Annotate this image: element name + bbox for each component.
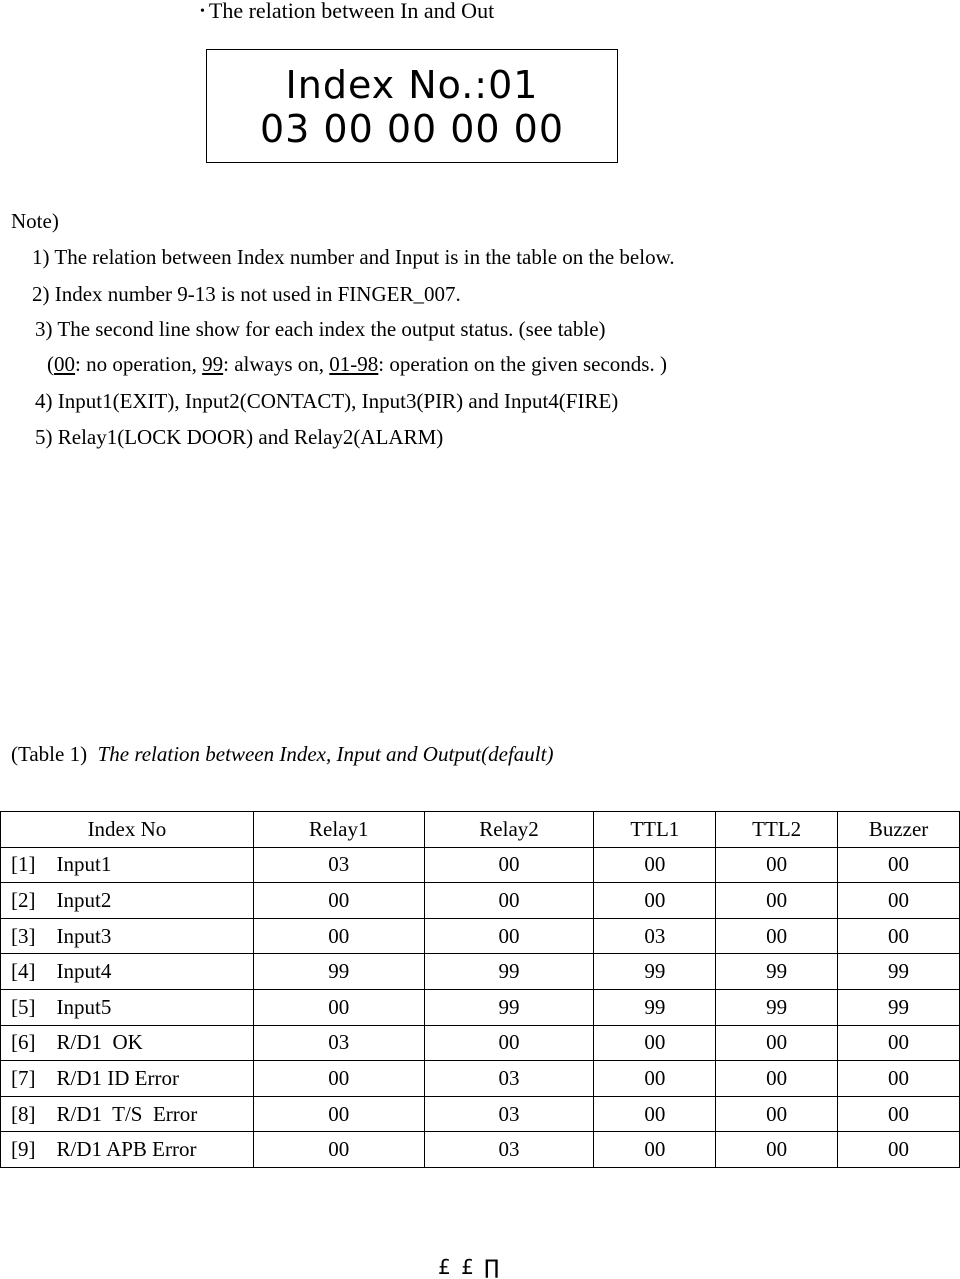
cell-relay1: 00 bbox=[253, 1132, 424, 1168]
cell-ttl1: 00 bbox=[594, 1025, 716, 1061]
table-row bbox=[1, 1025, 960, 1061]
header-ttl2: TTL2 bbox=[716, 812, 838, 848]
cell-ttl1: 00 bbox=[594, 847, 716, 883]
cell-ttl2: 00 bbox=[716, 1132, 838, 1168]
section-heading-text: The relation between In and Out bbox=[208, 0, 495, 23]
table-row bbox=[1, 847, 960, 883]
cell-index: [9] R/D1 APB Error bbox=[1, 1132, 254, 1168]
header-index-no: Index No bbox=[1, 812, 254, 848]
cell-relay2: 00 bbox=[424, 883, 594, 919]
cell-relay2: 03 bbox=[424, 1132, 594, 1168]
cell-relay2: 99 bbox=[424, 989, 594, 1025]
cell-buzzer: 00 bbox=[838, 1061, 960, 1097]
cell-buzzer: 99 bbox=[838, 954, 960, 990]
cell-index: [3] Input3 bbox=[1, 918, 254, 954]
note-2: 2) Index number 9-13 is not used in FINGER_007. bbox=[32, 282, 461, 306]
cell-ttl2: 00 bbox=[716, 847, 838, 883]
cell-ttl1: 03 bbox=[594, 918, 716, 954]
cell-index: [6] R/D1 OK bbox=[1, 1025, 254, 1061]
cell-index: [4] Input4 bbox=[1, 954, 254, 990]
value-01-98: 01-98 bbox=[329, 352, 379, 376]
table-row bbox=[1, 1132, 960, 1168]
table-caption bbox=[11, 742, 553, 767]
cell-relay1: 00 bbox=[253, 1061, 424, 1097]
cell-buzzer: 00 bbox=[838, 918, 960, 954]
cell-relay1: 99 bbox=[253, 954, 424, 990]
cell-relay1: 03 bbox=[253, 1025, 424, 1061]
cell-index: [8] R/D1 T/S Error bbox=[1, 1096, 254, 1132]
page-footer: £ £ ∏ bbox=[438, 1255, 502, 1279]
cell-ttl2: 99 bbox=[716, 954, 838, 990]
cell-index: [5] Input5 bbox=[1, 989, 254, 1025]
cell-ttl1: 99 bbox=[594, 989, 716, 1025]
cell-buzzer: 00 bbox=[838, 1025, 960, 1061]
section-heading bbox=[200, 0, 494, 24]
cell-ttl1: 00 bbox=[594, 1096, 716, 1132]
table-row bbox=[1, 883, 960, 919]
cell-ttl2: 00 bbox=[716, 918, 838, 954]
cell-relay2: 00 bbox=[424, 847, 594, 883]
table-header-row bbox=[1, 812, 960, 848]
note-3-open: ( bbox=[47, 352, 54, 376]
note-5: 5) Relay1(LOCK DOOR) and Relay2(ALARM) bbox=[35, 425, 444, 449]
cell-buzzer: 99 bbox=[838, 989, 960, 1025]
value-99: 99 bbox=[202, 352, 224, 376]
cell-relay1: 00 bbox=[253, 989, 424, 1025]
bullet-icon: • bbox=[200, 4, 205, 19]
table-row bbox=[1, 954, 960, 990]
table-row bbox=[1, 1061, 960, 1097]
lcd-display bbox=[206, 49, 618, 163]
note-3-text-1: : no operation, bbox=[75, 352, 203, 376]
table-row bbox=[1, 918, 960, 954]
cell-relay2: 00 bbox=[424, 1025, 594, 1061]
cell-ttl2: 00 bbox=[716, 1096, 838, 1132]
cell-relay2: 03 bbox=[424, 1061, 594, 1097]
cell-relay1: 00 bbox=[253, 883, 424, 919]
cell-index: [2] Input2 bbox=[1, 883, 254, 919]
note-3-text-2: : always on, bbox=[223, 352, 330, 376]
cell-buzzer: 00 bbox=[838, 1096, 960, 1132]
cell-buzzer: 00 bbox=[838, 1132, 960, 1168]
table-caption-title: The relation between Index, Input and Output(default) bbox=[97, 742, 554, 766]
cell-ttl2: 00 bbox=[716, 883, 838, 919]
table-row bbox=[1, 989, 960, 1025]
lcd-line-2: 03 00 00 00 00 bbox=[259, 107, 565, 151]
cell-ttl1: 00 bbox=[594, 1132, 716, 1168]
cell-ttl2: 99 bbox=[716, 989, 838, 1025]
note-1: 1) The relation between Index number and Input is in the table on the below. bbox=[32, 245, 675, 269]
cell-relay1: 00 bbox=[253, 1096, 424, 1132]
cell-ttl1: 00 bbox=[594, 1061, 716, 1097]
cell-relay2: 99 bbox=[424, 954, 594, 990]
cell-ttl2: 00 bbox=[716, 1025, 838, 1061]
cell-buzzer: 00 bbox=[838, 883, 960, 919]
note-4: 4) Input1(EXIT), Input2(CONTACT), Input3(PIR) and Input4(FIRE) bbox=[35, 389, 619, 413]
cell-relay2: 00 bbox=[424, 918, 594, 954]
cell-index: [1] Input1 bbox=[1, 847, 254, 883]
header-relay2: Relay2 bbox=[424, 812, 594, 848]
table-row bbox=[1, 1096, 960, 1132]
header-relay1: Relay1 bbox=[253, 812, 424, 848]
cell-index: [7] R/D1 ID Error bbox=[1, 1061, 254, 1097]
note-3: 3) The second line show for each index the output status. (see table) bbox=[35, 317, 606, 341]
cell-ttl2: 00 bbox=[716, 1061, 838, 1097]
cell-ttl1: 00 bbox=[594, 883, 716, 919]
table-caption-label: (Table 1) bbox=[11, 742, 88, 766]
note-title: Note) bbox=[11, 209, 59, 233]
cell-buzzer: 00 bbox=[838, 847, 960, 883]
value-00: 00 bbox=[54, 352, 75, 376]
cell-relay2: 03 bbox=[424, 1096, 594, 1132]
note-3-detail bbox=[47, 352, 667, 376]
lcd-line-1: Index No.:01 bbox=[285, 63, 539, 107]
cell-ttl1: 99 bbox=[594, 954, 716, 990]
header-ttl1: TTL1 bbox=[594, 812, 716, 848]
cell-relay1: 03 bbox=[253, 847, 424, 883]
relation-table bbox=[0, 811, 960, 1168]
header-buzzer: Buzzer bbox=[838, 812, 960, 848]
cell-relay1: 00 bbox=[253, 918, 424, 954]
note-3-text-3: : operation on the given seconds. ) bbox=[378, 352, 667, 376]
